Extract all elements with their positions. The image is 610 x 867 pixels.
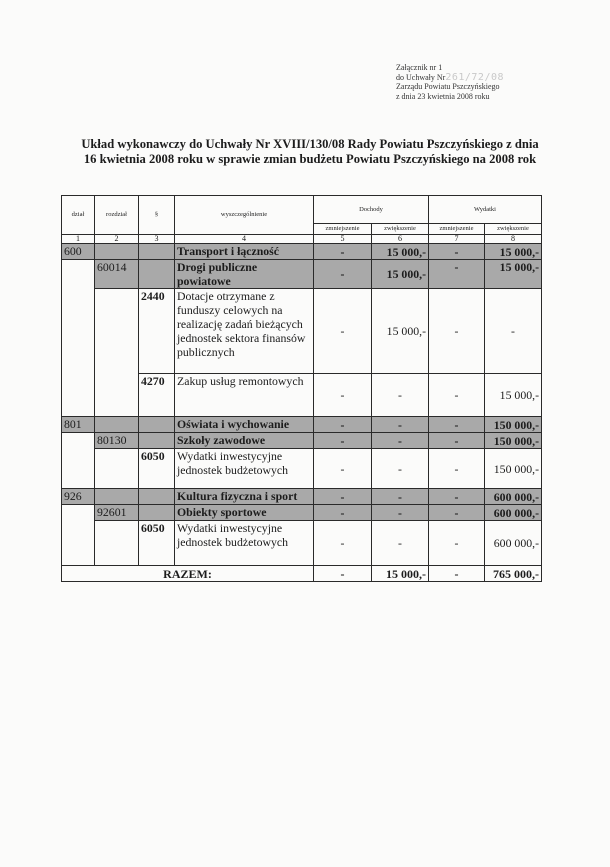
rozdzial-cell: 92601 <box>95 505 139 521</box>
dochody-zwi-cell: - <box>372 374 429 417</box>
annex-line-3: Zarządu Powiatu Pszczyńskiego <box>396 82 500 91</box>
wydatki-zwi-cell: 150 000,- <box>485 433 542 449</box>
table-row <box>62 521 542 566</box>
annex-line-1: Załącznik nr 1 <box>396 63 443 72</box>
header-opis: wyszczególnienie <box>175 196 314 235</box>
header-rozdzial: rozdział <box>95 196 139 235</box>
annex-line-2: do Uchwały Nr261/72/08 <box>396 71 505 83</box>
dochody-zmn-cell: - <box>314 374 372 417</box>
rozdzial-cell: 80130 <box>95 433 139 449</box>
dochody-zwi-cell: - <box>372 449 429 489</box>
wydatki-zmn-cell: - <box>429 374 485 417</box>
opis-cell: Szkoły zawodowe <box>175 433 314 449</box>
total-label: RAZEM: <box>62 566 314 582</box>
table-row <box>62 505 542 521</box>
opis-cell: Kultura fizyczna i sport <box>175 489 314 505</box>
wydatki-zwi-cell: 150 000,- <box>485 449 542 489</box>
dochody-zmn-cell: - <box>314 505 372 521</box>
rozdzial-cell <box>95 449 139 489</box>
table-row <box>62 244 542 260</box>
wydatki-zwi-cell: 600 000,- <box>485 521 542 566</box>
paragraf-cell <box>139 505 175 521</box>
paragraf-cell <box>139 260 175 289</box>
rozdzial-cell <box>95 289 139 417</box>
paragraf-cell: 6050 <box>139 449 175 489</box>
dochody-zwi-cell: - <box>372 489 429 505</box>
dochody-zwi-cell: - <box>372 433 429 449</box>
column-number-row <box>62 235 542 244</box>
wydatki-zmn-cell: - <box>429 260 485 289</box>
rozdzial-cell <box>95 244 139 260</box>
wydatki-zwi-cell: - <box>485 289 542 374</box>
document-title <box>40 137 580 167</box>
table-row <box>62 433 542 449</box>
annex-line-4: z dnia 23 kwietnia 2008 roku <box>396 91 490 101</box>
wydatki-zmn-cell: - <box>429 449 485 489</box>
col-number: 5 <box>314 235 372 244</box>
opis-cell: Obiekty sportowe <box>175 505 314 521</box>
wydatki-zwi-cell: 15 000,- <box>485 244 542 260</box>
table-row <box>62 417 542 433</box>
wydatki-zmn-cell: - <box>429 417 485 433</box>
dochody-zwi-cell: 15 000,- <box>372 289 429 374</box>
table-row <box>62 489 542 505</box>
col-number: 4 <box>175 235 314 244</box>
paragraf-cell: 2440 <box>139 289 175 374</box>
wydatki-zmn-cell: - <box>429 489 485 505</box>
table-row <box>62 260 542 289</box>
dzial-cell: 926 <box>62 489 95 505</box>
col-number: 1 <box>62 235 95 244</box>
col-number: 8 <box>485 235 542 244</box>
table-row <box>62 289 542 374</box>
paragraf-cell <box>139 489 175 505</box>
dochody-zmn-cell: - <box>314 417 372 433</box>
title-line-1: Układ wykonawczy do Uchwały Nr XVIII/130/08 Rady Powiatu Pszczyńskiego z dnia <box>81 137 539 151</box>
header-wydatki: Wydatki <box>429 196 542 224</box>
col-number: 2 <box>95 235 139 244</box>
dzial-cell <box>62 433 95 489</box>
total-dochody-zmn: - <box>314 566 372 582</box>
dzial-cell: 600 <box>62 244 95 260</box>
rozdzial-cell <box>95 489 139 505</box>
dochody-zmn-cell: - <box>314 489 372 505</box>
header-dochody-zwiekszenie: zwiększenie <box>372 224 429 235</box>
col-number: 3 <box>139 235 175 244</box>
paragraf-cell <box>139 433 175 449</box>
dochody-zmn-cell: - <box>314 521 372 566</box>
wydatki-zmn-cell: - <box>429 521 485 566</box>
resolution-number-stamp: 261/72/08 <box>445 71 505 83</box>
annex-note <box>396 63 504 101</box>
wydatki-zmn-cell: - <box>429 289 485 374</box>
dochody-zmn-cell: - <box>314 244 372 260</box>
dochody-zwi-cell: - <box>372 417 429 433</box>
opis-cell: Wydatki inwestycyjne jednostek budżetowych <box>175 449 314 489</box>
wydatki-zwi-cell: 15 000,- <box>485 374 542 417</box>
header-row <box>62 196 542 224</box>
dzial-cell: 801 <box>62 417 95 433</box>
header-wydatki-zmniejszenie: zmniejszenie <box>429 224 485 235</box>
header-dochody-zmniejszenie: zmniejszenie <box>314 224 372 235</box>
dzial-cell <box>62 505 95 566</box>
paragraf-cell <box>139 417 175 433</box>
dochody-zwi-cell: 15 000,- <box>372 244 429 260</box>
opis-cell: Dotacje otrzymane z funduszy celowych na realizację zadań bieżących jednostek sektora finansów publicznych <box>175 289 314 374</box>
total-wydatki-zmn: - <box>429 566 485 582</box>
col-number: 7 <box>429 235 485 244</box>
rozdzial-cell <box>95 417 139 433</box>
dochody-zmn-cell: - <box>314 449 372 489</box>
wydatki-zmn-cell: - <box>429 244 485 260</box>
dochody-zmn-cell: - <box>314 260 372 289</box>
header-paragraf: § <box>139 196 175 235</box>
wydatki-zwi-cell: 150 000,- <box>485 417 542 433</box>
rozdzial-cell: 60014 <box>95 260 139 289</box>
col-number: 6 <box>372 235 429 244</box>
budget-table <box>61 195 542 582</box>
total-row <box>62 566 542 582</box>
header-wydatki-zwiekszenie: zwiększenie <box>485 224 542 235</box>
wydatki-zwi-cell: 15 000,- <box>485 260 542 289</box>
paragraf-cell <box>139 244 175 260</box>
dochody-zwi-cell: - <box>372 505 429 521</box>
opis-cell: Zakup usług remontowych <box>175 374 314 417</box>
table-row <box>62 449 542 489</box>
opis-cell: Wydatki inwestycyjne jednostek budżetowych <box>175 521 314 566</box>
wydatki-zmn-cell: - <box>429 433 485 449</box>
dochody-zmn-cell: - <box>314 289 372 374</box>
opis-cell: Drogi publiczne powiatowe <box>175 260 314 289</box>
dzial-cell <box>62 260 95 417</box>
paragraf-cell: 4270 <box>139 374 175 417</box>
paragraf-cell: 6050 <box>139 521 175 566</box>
opis-cell: Transport i łączność <box>175 244 314 260</box>
total-wydatki-zwi: 765 000,- <box>485 566 542 582</box>
opis-cell: Oświata i wychowanie <box>175 417 314 433</box>
total-dochody-zwi: 15 000,- <box>372 566 429 582</box>
wydatki-zwi-cell: 600 000,- <box>485 489 542 505</box>
dochody-zwi-cell: - <box>372 521 429 566</box>
dochody-zwi-cell: 15 000,- <box>372 260 429 289</box>
header-dzial: dział <box>62 196 95 235</box>
wydatki-zmn-cell: - <box>429 505 485 521</box>
dochody-zmn-cell: - <box>314 433 372 449</box>
wydatki-zwi-cell: 600 000,- <box>485 505 542 521</box>
title-line-2: 16 kwietnia 2008 roku w sprawie zmian budżetu Powiatu Pszczyńskiego na 2008 rok <box>83 152 537 166</box>
header-dochody: Dochody <box>314 196 429 224</box>
rozdzial-cell <box>95 521 139 566</box>
